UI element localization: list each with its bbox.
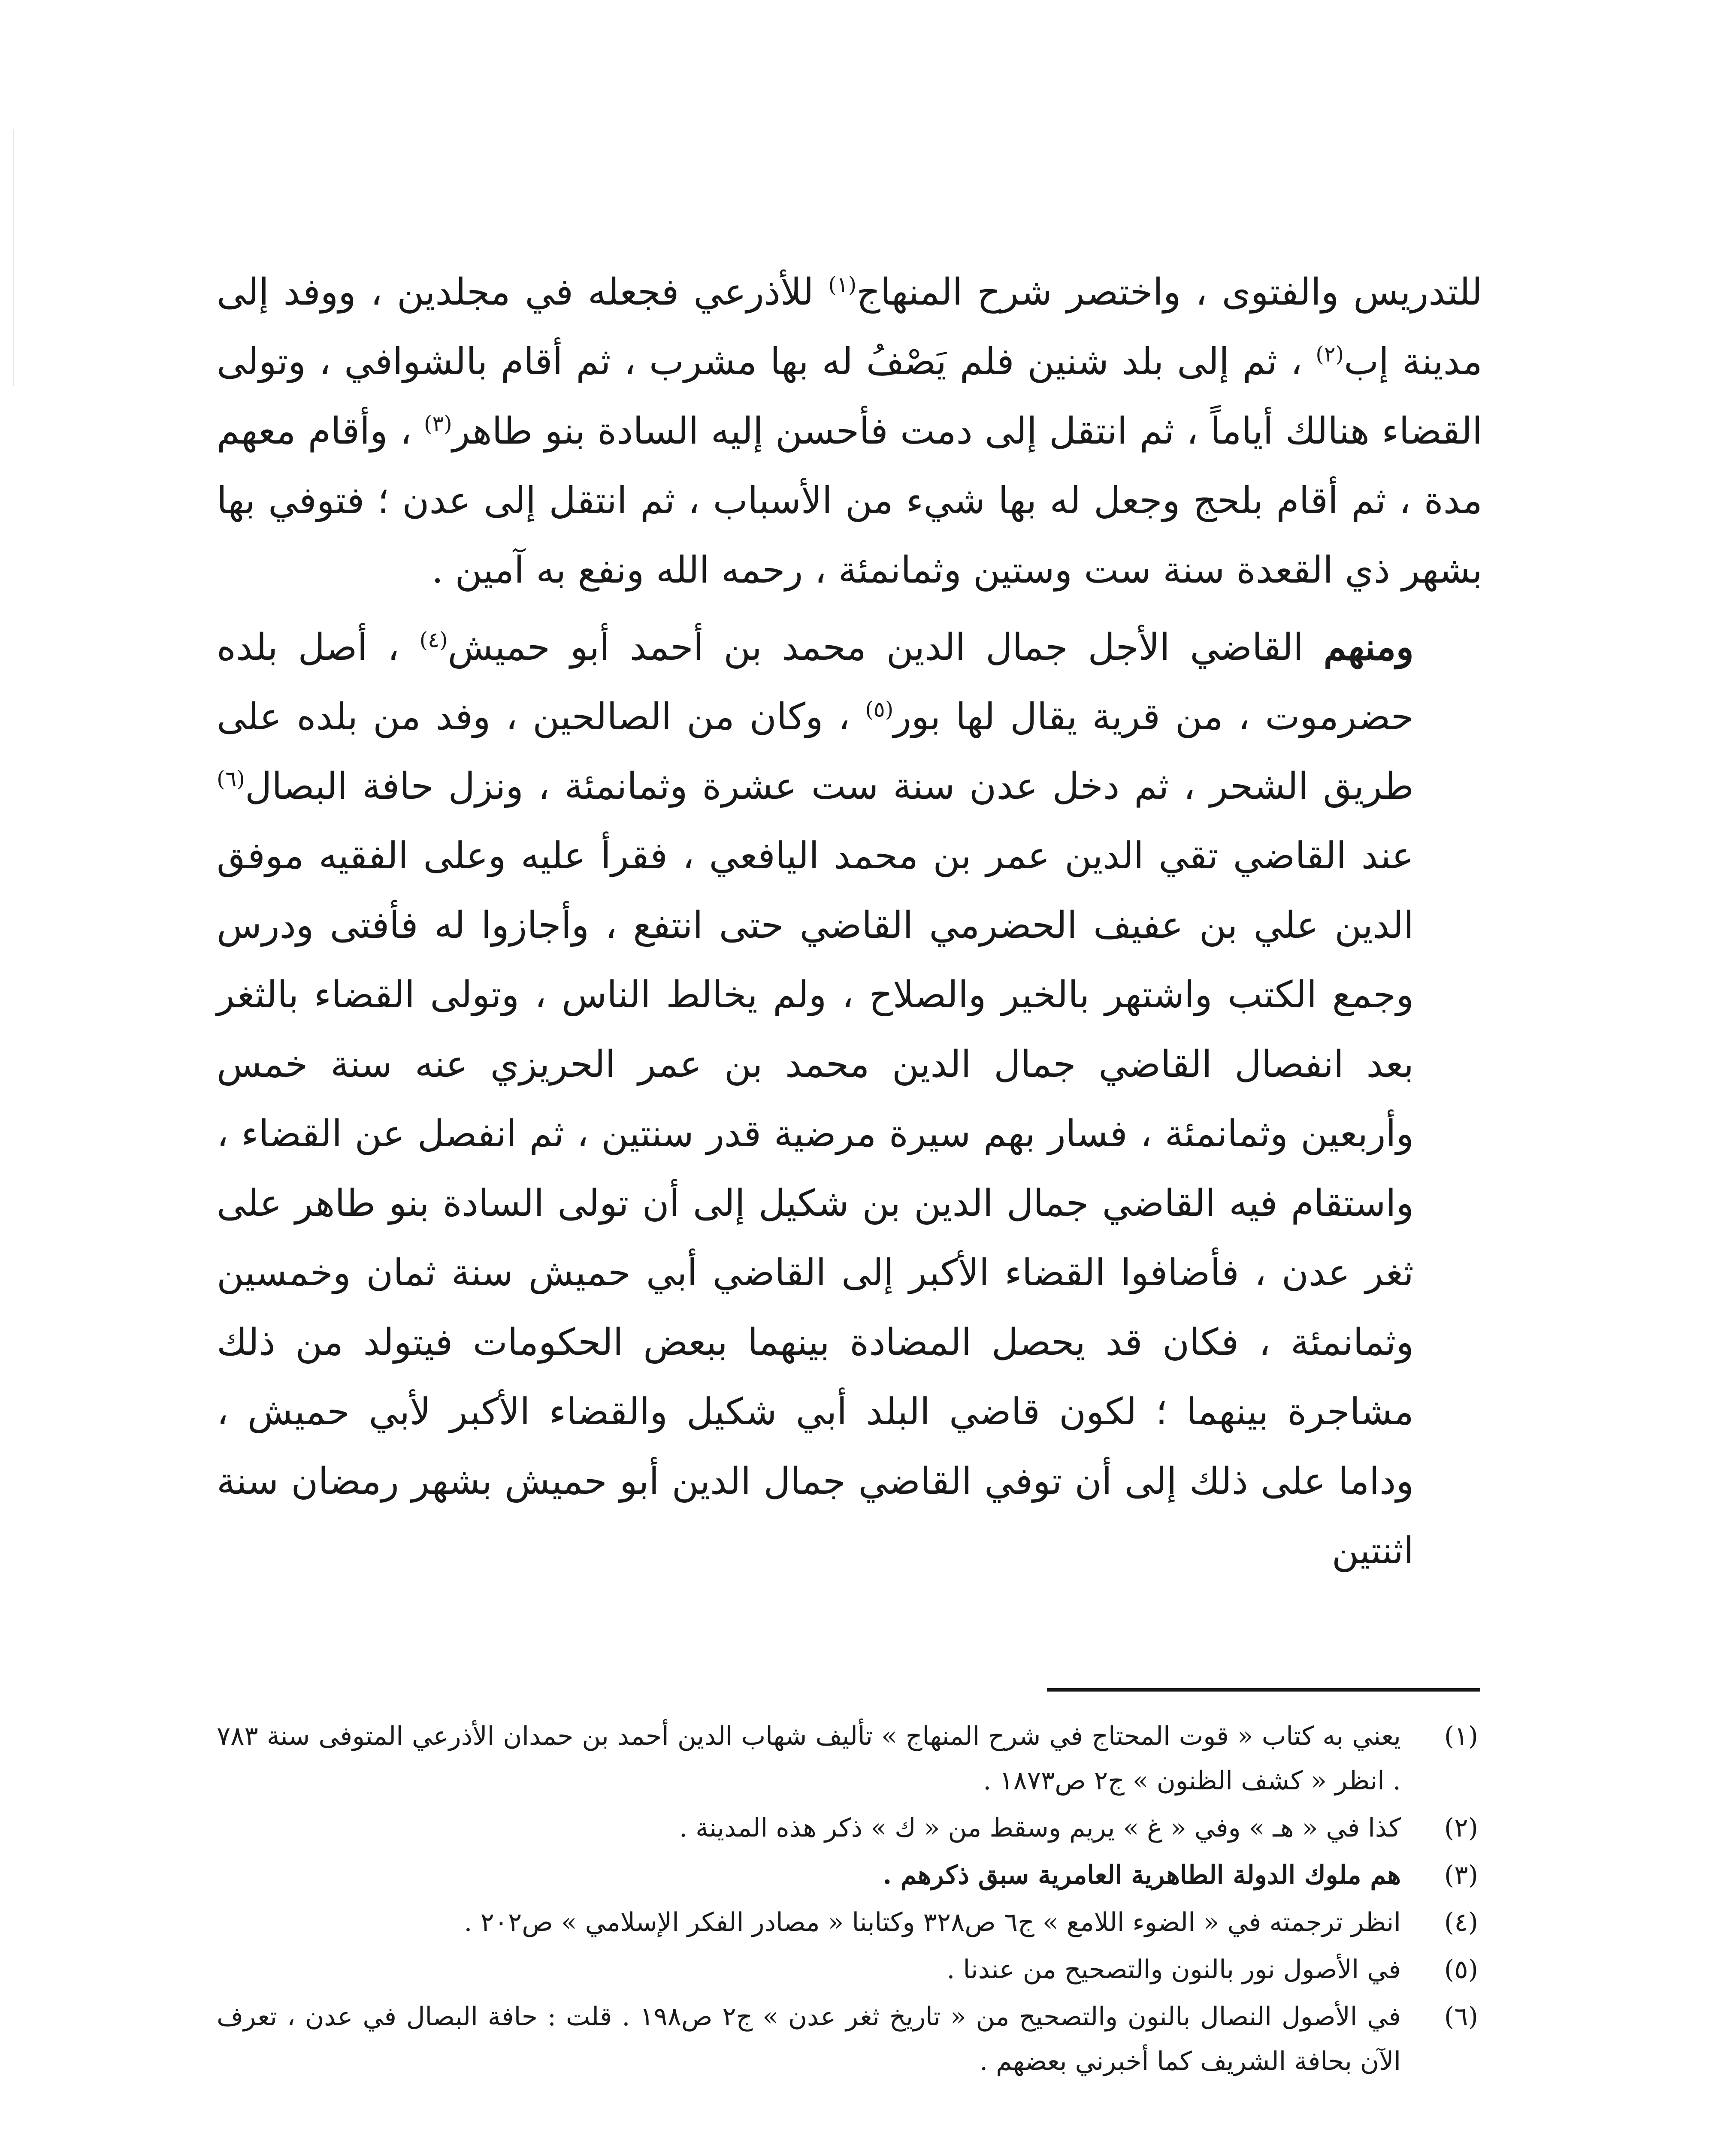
footnote-reference[interactable]: (٣) bbox=[423, 411, 452, 436]
text-run: للأذرعي فجعله في مجلدين ، ووفد إلى مدينة إب bbox=[217, 271, 1482, 383]
footnote-text: في الأصول نور بالنون والتصحيح من عندنا . bbox=[947, 1955, 1401, 1985]
footnote-text: كذا في « هـ » وفي « غ » يريم وسقط من « ك » ذكر هذه المدينة . bbox=[679, 1813, 1401, 1843]
footnote-reference[interactable]: (٢) bbox=[1316, 341, 1344, 367]
footnote-reference[interactable]: (٥) bbox=[865, 697, 894, 722]
paragraph bbox=[217, 613, 1482, 1586]
paragraph-lead-word: ومنهم bbox=[1323, 625, 1414, 669]
footnote-separator bbox=[1047, 1688, 1480, 1692]
footnote-text: في الأصول النصال بالنون والتصحيح من « تاريخ ثغر عدن » ج٢ ص١٩٨ . قلت : حافة البصال في عدن ، تعرف الآن بحافة الشريف كما أخبرني بعضهم . bbox=[217, 2002, 1401, 2076]
footnotes-list bbox=[217, 1714, 1482, 2086]
main-text-block bbox=[217, 257, 1482, 1586]
footnote-item bbox=[217, 1994, 1482, 2084]
footnote-item bbox=[217, 1900, 1482, 1945]
text-run: القاضي الأجل جمال الدين محمد بن أحمد أبو حميش bbox=[448, 626, 1324, 669]
footnote-reference[interactable]: (٦) bbox=[217, 766, 245, 792]
footnote-number: (٤) bbox=[1444, 1907, 1478, 1937]
text-run: ، أصل بلده حضرموت ، من قرية يقال لها بور bbox=[217, 626, 1414, 738]
footnote-text: يعني به كتاب « قوت المحتاج في شرح المنهاج » تأليف شهاب الدين أحمد بن حمدان الأذرعي المتوفى سنة ٧٨٣ . انظر « كشف الظنون » ج٢ ص١٨٧٣ . bbox=[217, 1721, 1401, 1796]
text-run: للتدريس والفتوى ، واختصر شرح المنهاج bbox=[856, 271, 1482, 314]
footnote-number: (١) bbox=[1444, 1721, 1478, 1751]
footnote-number: (٢) bbox=[1444, 1813, 1478, 1843]
text-run: ، وأقام معهم مدة ، ثم أقام بلحج وجعل له بها شيء من الأسباب ، ثم انتقل إلى عدن ؛ فتوفي بها بشهر ذي القعدة سنة ست وستين وثمانمئة ، رحمه الله ونفع به آمين . bbox=[217, 410, 1482, 592]
footnote-reference[interactable]: (٤) bbox=[419, 627, 448, 653]
footnote-item bbox=[217, 1853, 1482, 1897]
footnote-text: انظر ترجمته في « الضوء اللامع » ج٦ ص٣٢٨ وكتابنا « مصادر الفكر الإسلامي » ص٢٠٢ . bbox=[464, 1907, 1401, 1937]
footnote-number: (٦) bbox=[1444, 2002, 1478, 2032]
footnote-text: هم ملوك الدولة الطاهرية العامرية سبق ذكرهم . bbox=[883, 1860, 1401, 1890]
footnote-number: (٣) bbox=[1444, 1860, 1478, 1890]
text-run: ، ثم إلى بلد شنين فلم يَصْفُ له بها مشرب ، ثم أقام بالشوافي ، وتولى القضاء هنالك أياماً ، ثم انتقل إلى دمت فأحسن إليه السادة بنو طاهر bbox=[217, 340, 1482, 453]
text-run: ، وكان من الصالحين ، وفد من بلده على طريق الشحر ، ثم دخل عدن سنة ست عشرة وثمانمئة ، ونزل حافة البصال bbox=[217, 695, 1414, 808]
footnote-item bbox=[217, 1947, 1482, 1992]
page-edge-mark bbox=[13, 129, 14, 386]
footnote-reference[interactable]: (١) bbox=[828, 272, 857, 297]
footnote-item bbox=[217, 1806, 1482, 1850]
footnote-number: (٥) bbox=[1444, 1955, 1478, 1985]
paragraph bbox=[217, 257, 1482, 605]
text-run: عند القاضي تقي الدين عمر بن محمد اليافعي ، فقرأ عليه وعلى الفقيه موفق الدين علي بن عفيف الحضرمي القاضي حتى انتفع ، وأجازوا له فأفتى ودرس وجمع الكتب واشتهر بالخير والصلاح ، ولم يخالط الناس ، وتولى القضاء بالثغر بعد انفصال القاضي جمال الدين محمد بن عمر الحريزي عنه سنة خمس وأربعين وثمانمئة ، فسار بهم سيرة مرضية قدر سنتين ، ثم انفصل عن القضاء ، واستقام فيه القاضي جمال الدين بن شكيل إلى أن تولى السادة بنو طاهر على ثغر عدن ، فأضافوا القضاء الأكبر إلى القاضي أبي حميش سنة ثمان وخمسين وثمانمئة ، فكان قد يحصل المضادة بينهما ببعض الحكومات فيتولد من ذلك مشاجرة بينهما ؛ لكون قاضي البلد أبي شكيل والقضاء الأكبر لأبي حميش ، وداما على ذلك إلى أن توفي القاضي جمال الدين أبو حميش بشهر رمضان سنة اثنتين bbox=[217, 834, 1414, 1572]
footnote-item bbox=[217, 1714, 1482, 1803]
